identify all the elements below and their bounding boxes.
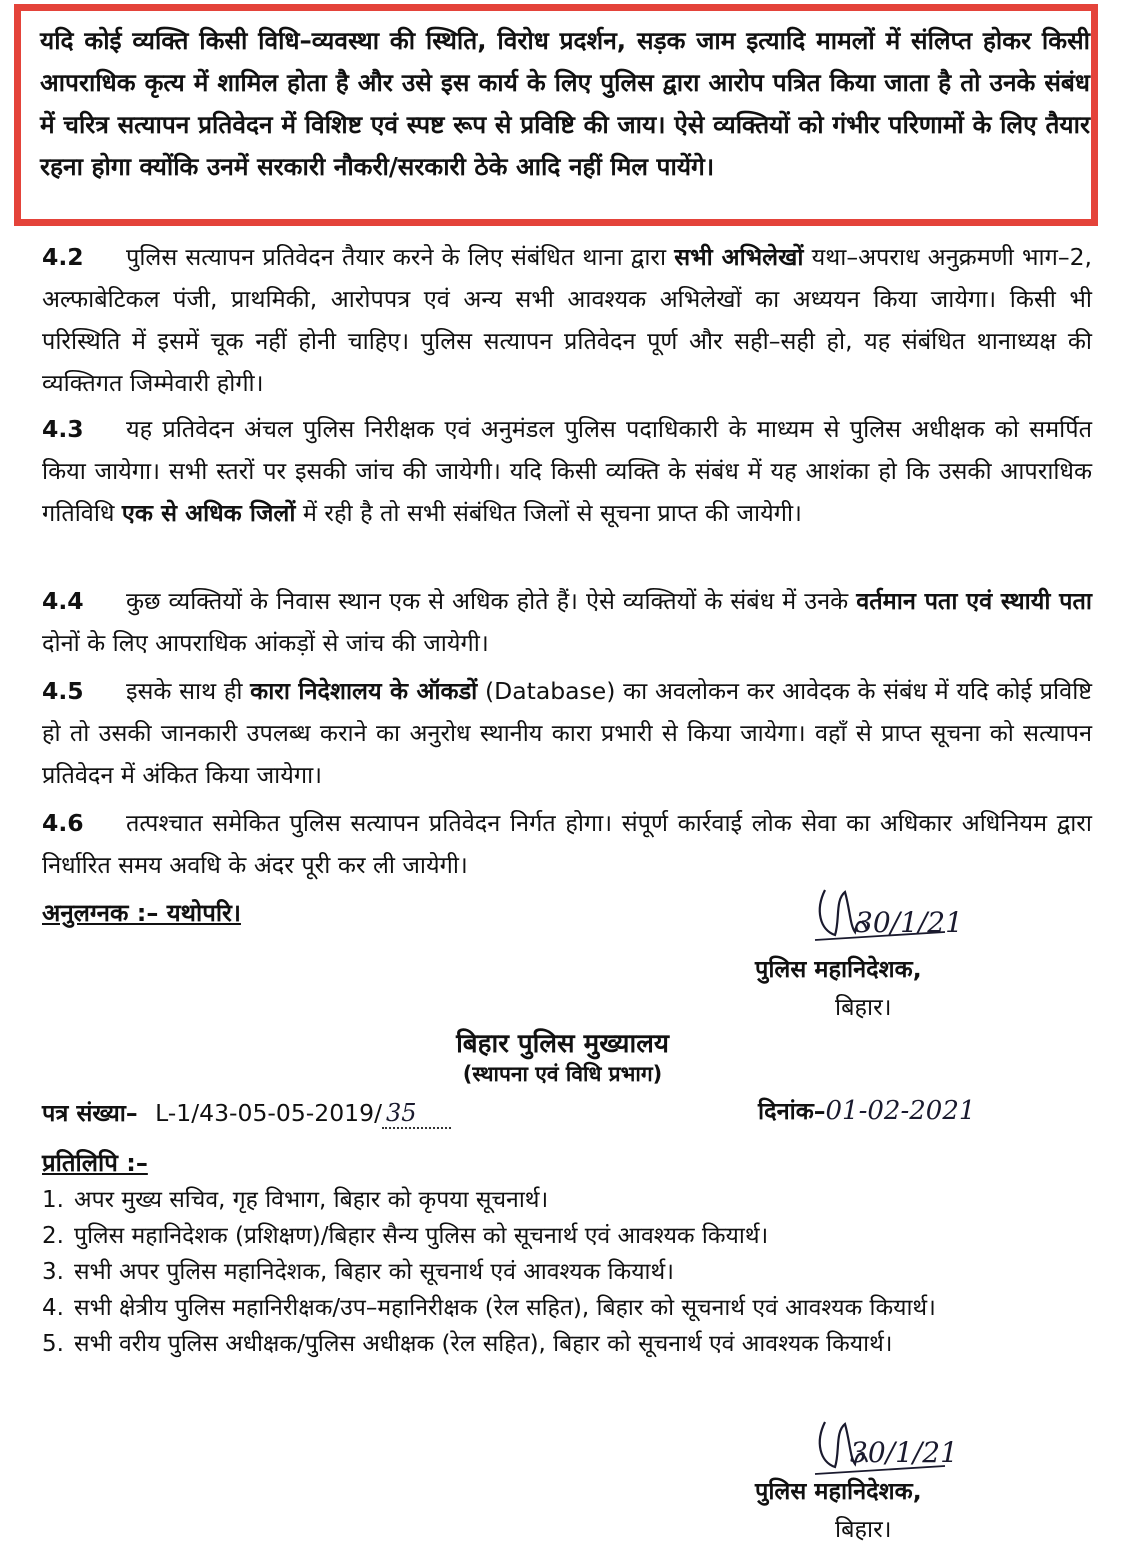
letter-number-line: [42, 1096, 451, 1128]
para-text: इसके साथ ही: [126, 677, 251, 705]
para-number: 4.2: [42, 243, 84, 271]
letter-number-value: L-1/43-05-05-2019/: [155, 1099, 382, 1127]
para-text: पुलिस सत्यापन प्रतिवेदन तैयार करने के लिए संबंधित थाना द्वारा: [126, 243, 675, 271]
para-bold-text: वर्तमान पता एवं स्थायी पता: [856, 587, 1092, 615]
list-text: पुलिस महानिदेशक (प्रशिक्षण)/बिहार सैन्य पुलिस को सूचनार्थ एवं आवश्यक कियार्थ।: [74, 1223, 769, 1249]
para-text: दोनों के लिए आपराधिक आंकड़ों से जांच की जायेगी।: [42, 629, 489, 657]
list-number: 5.: [42, 1331, 64, 1357]
para-text: यथा–अपराध अनुक्रमणी भाग–2, अल्फाबेटिकल पंजी, प्राथमिकी, आरोपपत्र एवं अन्य सभी आवश्यक अभिलेखों का अध्ययन किया जायेगा। किसी भी परिस्थिति में इसमें चूक नहीं होनी चाहिए। पुलिस सत्यापन प्रतिवेदन पूर्ण और सही–सही हो, यह संबंधित थानाध्यक्ष की व्यक्तिगत जिम्मेवारी होगी।: [42, 243, 1093, 397]
list-number: 2.: [42, 1223, 64, 1249]
list-number: 3.: [42, 1259, 64, 1285]
list-number: 1.: [42, 1187, 64, 1213]
letter-date-label: दिनांक–: [758, 1097, 826, 1125]
list-item: [42, 1254, 1092, 1290]
signature-date: 30/1/21: [850, 1436, 958, 1469]
list-text: सभी अपर पुलिस महानिदेशक, बिहार को सूचनार्थ एवं आवश्यक कियार्थ।: [74, 1259, 674, 1285]
letter-number-handwritten: 35: [382, 1099, 451, 1129]
annexure-line: अनुलग्नक :– यथोपरि।: [42, 899, 241, 927]
list-text: अपर मुख्य सचिव, गृह विभाग, बिहार को कृपया सूचनार्थ।: [74, 1187, 549, 1213]
paragraph-4-2: [42, 236, 1092, 404]
list-text: सभी क्षेत्रीय पुलिस महानिरीक्षक/उप–महानिरीक्षक (रेल सहित), बिहार को सूचनार्थ एवं आवश्यक कियार्थ।: [74, 1295, 936, 1321]
list-item: [42, 1182, 1092, 1218]
letter-number-label: पत्र संख्या–: [42, 1099, 138, 1127]
list-number: 4.: [42, 1295, 64, 1321]
paragraph-4-5: [42, 670, 1092, 796]
signatory-title: पुलिस महानिदेशक,: [755, 955, 922, 983]
list-item: [42, 1290, 1092, 1326]
para-number: 4.6: [42, 809, 84, 837]
copy-list: [42, 1182, 1092, 1362]
signature-date: 30/1/21: [855, 906, 963, 939]
list-item: [42, 1326, 1032, 1362]
para-text: में रही है तो सभी संबंधित जिलों से सूचना प्राप्त की जायेगी।: [295, 499, 802, 527]
letter-date-handwritten: 01-02-2021: [825, 1096, 976, 1126]
office-name: बिहार पुलिस मुख्यालय: [456, 1029, 669, 1059]
signatory-place: बिहार।: [835, 1515, 892, 1543]
letter-date-line: [758, 1094, 975, 1126]
paragraph-4-3: [42, 408, 1092, 534]
para-bold-text: सभी अभिलेखों: [674, 243, 804, 271]
signatory-place: बिहार।: [835, 993, 892, 1021]
highlighted-paragraph: यदि कोई व्यक्ति किसी विधि–व्यवस्था की स्थिति, विरोध प्रदर्शन, सड़क जाम इत्यादि मामलों में संलिप्त होकर किसी आपराधिक कृत्य में शामिल होता है और उसे इस कार्य के लिए पुलिस द्वारा आरोप पत्रित किया जाता है तो उनके संबंध में चरित्र सत्यापन प्रतिवेदन में विशिष्ट एवं स्पष्ट रूप से प्रविष्टि की जाय। ऐसे व्यक्तियों को गंभीर परिणामों के लिए तैयार रहना होगा क्योंकि उनमें सरकारी नौकरी/सरकारी ठेके आदि नहीं मिल पायेंगे।: [40, 26, 1090, 181]
para-number: 4.3: [42, 415, 84, 443]
paragraph-4-4: [42, 580, 1092, 664]
para-bold-text: कारा निदेशालय के ऑकडों: [250, 677, 478, 705]
para-text: यह प्रतिवेदन अंचल पुलिस निरीक्षक एवं अनुमंडल पुलिस पदाधिकारी के माध्यम से पुलिस अधीक्षक को समर्पित किया जायेगा। सभी स्तरों पर इसकी जांच की जायेगी। यदि किसी व्यक्ति के संबंध में यह आशंका हो कि उसकी आपराधिक गतिविधि: [42, 415, 1092, 527]
list-text: सभी वरीय पुलिस अधीक्षक/पुलिस अधीक्षक (रेल सहित), बिहार को सूचनार्थ एवं आवश्यक कियार्थ।: [74, 1331, 893, 1357]
para-text: (Database) का अवलोकन कर आवेदक के संबंध में यदि कोई प्रविष्टि हो तो उसकी जानकारी उपलब्ध कराने का अनुरोध स्थानीय कारा प्रभारी से किया जायेगा। वहाँ से प्राप्त सूचना को सत्यापन प्रतिवेदन में अंकित किया जायेगा।: [42, 677, 1093, 789]
copy-heading: प्रतिलिपि :–: [42, 1149, 148, 1177]
signatory-title: पुलिस महानिदेशक,: [755, 1477, 922, 1505]
para-number: 4.4: [42, 587, 84, 615]
signature-block: [755, 952, 922, 1022]
paragraph-4-6: [42, 802, 1092, 886]
signature-block: [755, 1474, 922, 1544]
para-bold-text: एक से अधिक जिलों: [121, 499, 296, 527]
para-text: कुछ व्यक्तियों के निवास स्थान एक से अधिक होते हैं। ऐसे व्यक्तियों के संबंध में उनके: [126, 587, 857, 615]
para-number: 4.5: [42, 677, 84, 705]
office-branch: (स्थापना एवं विधि प्रभाग): [462, 1062, 663, 1086]
list-item: [42, 1218, 1092, 1254]
para-text: तत्पश्चात समेकित पुलिस सत्यापन प्रतिवेदन निर्गत होगा। संपूर्ण कार्रवाई लोक सेवा का अधिकार अधिनियम द्वारा निर्धारित समय अवधि के अंदर पूरी कर ली जायेगी।: [42, 809, 1092, 879]
